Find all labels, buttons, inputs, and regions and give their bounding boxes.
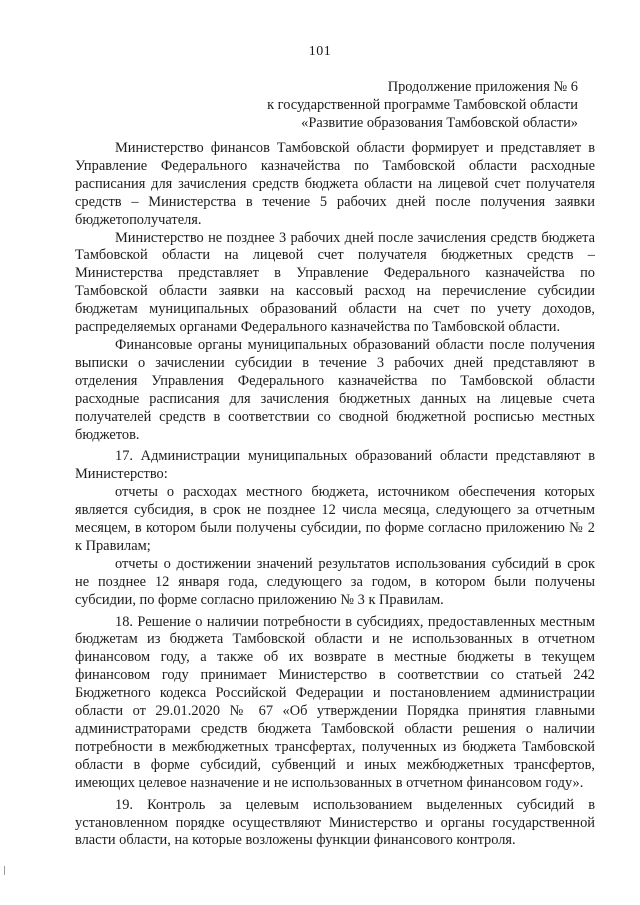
document-body bbox=[75, 140, 595, 850]
paragraph-item-19: 19. Контроль за целевым использованием выделенных субсидий в установленном порядке осуществляют Министерство и органы государственной власти области, на которые возложены функции финансового контроля. bbox=[75, 796, 595, 849]
paragraph-item-18: 18. Решение о наличии потребности в субсидиях, предоставленных местным бюджетам из бюджета Тамбовской области и не использованных в отчетном финансовом году, а также об их возврате в местные бюджеты в текущем финансовом году принимает Министерство в соответствии со статьей 242 Бюджетного кодекса Российской Федерации и постановлением администрации области от 29.01.2020 № 67 «Об утверждении Порядка принятия главными администраторами средств бюджета Тамбовской области решения о наличии потребности в межбюджетных трансфертах, полученных из бюджета Тамбовской области в форме субсидий, субвенций и иных межбюджетных трансфертов, имеющих целевое назначение и не использованных в отчетном финансовом году». bbox=[75, 613, 595, 791]
appendix-header bbox=[158, 78, 578, 132]
paragraph-ministry-requests: Министерство не позднее 3 рабочих дней после зачисления средств бюджета Тамбовской области на лицевой счет получателя бюджетных средств – Министерства представляет в Управление Федерального казначейства по Тамбовской области заявки на кассовый расход на перечисление субсидии бюджетам муниципальных образований области на счет по учету доходов, распределяемых органами Федерального казначейства по Тамбовской области. bbox=[75, 229, 595, 336]
page-number: 101 bbox=[308, 44, 332, 59]
header-line-1: Продолжение приложения № 6 bbox=[387, 79, 578, 95]
header-line-3: «Развитие образования Тамбовской области» bbox=[301, 115, 578, 131]
paragraph-item-17: 17. Администрации муниципальных образований области представляют в Министерство: bbox=[75, 448, 595, 483]
paragraph-result-reports: отчеты о достижении значений результатов использования субсидий в срок не позднее 12 января года, следующего за годом, в котором были получены субсидии, по форме согласно приложению № 3 к Правилам. bbox=[75, 555, 595, 608]
paragraph-financial-bodies: Финансовые органы муниципальных образований области после получения выписки о зачислении субсидии в течение 3 рабочих дней представляют в отделения Управления Федерального казначейства по Тамбовской области расходные расписания для зачисления бюджетных данных на лицевые счета получателей средств в соответствии со сводной бюджетной росписью местных бюджетов. bbox=[75, 336, 595, 443]
paragraph-expense-reports: отчеты о расходах местного бюджета, источником обеспечения которых является субсидия, в срок не позднее 12 числа месяца, следующего за отчетным месяцем, в котором были получены субсидии, по форме согласно приложению № 2 к Правилам; bbox=[75, 484, 595, 554]
scan-margin-mark bbox=[4, 866, 5, 875]
paragraph-finance-ministry: Министерство финансов Тамбовской области формирует и представляет в Управление Федерального казначейства по Тамбовской области расходные расписания для зачисления средств бюджета области на лицевой счет получателя средств – Министерства в течение 5 рабочих дней после получения заявки бюджетополучателя. bbox=[75, 140, 595, 228]
header-line-2: к государственной программе Тамбовской области bbox=[267, 97, 578, 113]
